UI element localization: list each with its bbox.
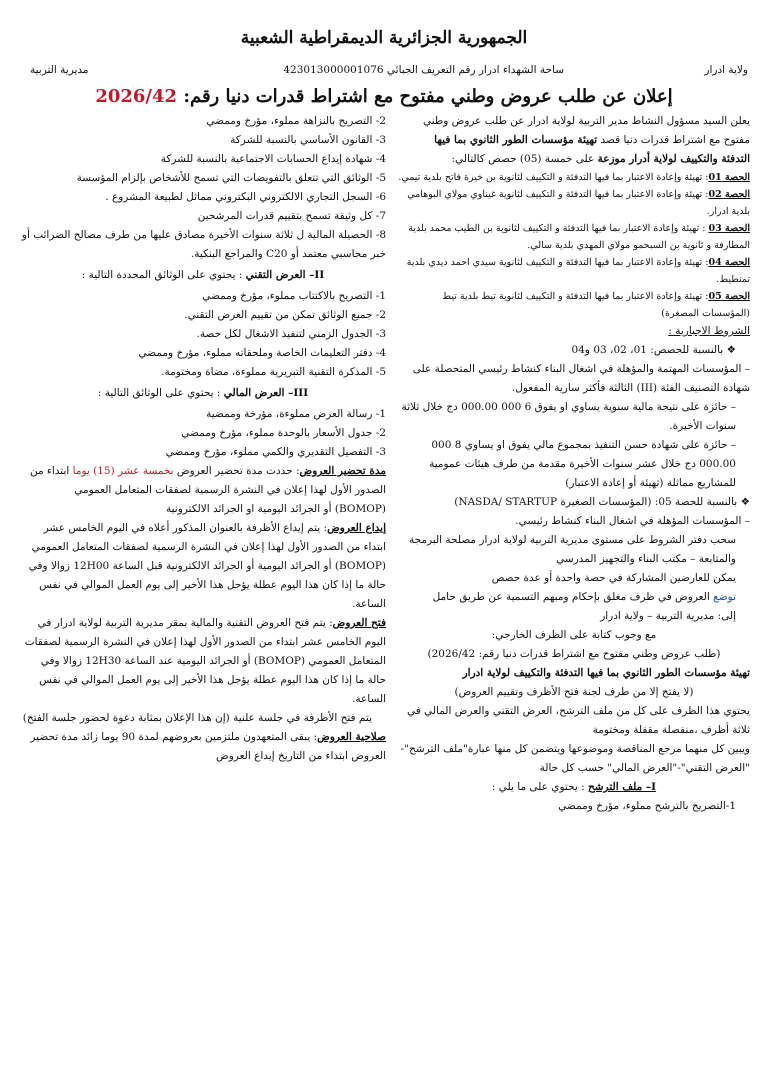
offers-validity: صلاحية العروض: يبقى المتعهدون ملتزمين بعروضهم لمدة 90 يوما زائد مدة تحضير العروض ابتداء من التاريخ إيداع العروض bbox=[30, 731, 386, 762]
financial-item-1: 1- رسالة العرض مملوءة، مؤرخة وممضية bbox=[206, 408, 386, 420]
financial-offer-heading: III– العرض المالي : يحتوي على الوثائق التالية : bbox=[97, 387, 309, 399]
outer-envelope-note: مع وجوب كتابة على الظرف الخارجي: bbox=[491, 629, 657, 641]
delivery-address: إلى: مديرية التربية – ولاية ادرار bbox=[600, 610, 736, 622]
condition-good-execution: – حائزة على شهادة حسن التنفيذ بمجموع مالي يفوق او يساوي 8 000 000.00 دج خلال عشر سنوات الأخيرة مقدمة من طرف هيئات عمومية للمشاريع مماثلة (تهيئة أو إعادة الاعتبار) bbox=[398, 436, 750, 493]
lot-05: الحصة 05: تهيئة وإعادة الاعتبار بما فيها التدفئة و التكييف لثانوية تيط بلدية تيط (المؤسسات المصغرة) bbox=[442, 291, 750, 319]
technical-offer-heading: II– العرض التقني : يحتوي على الوثائق المحددة التالية : bbox=[81, 269, 325, 281]
envelope-contents: يحتوي هذا الظرف على كل من ملف الترشح، العرض التقني والعرض المالي في ثلاثة أظرف ،منفصلة مقفلة ومختومة bbox=[406, 705, 750, 736]
lot-02: الحصة 02: تهيئة وإعادة الاعتبار بما فيها التدفئة و التكييف لثانوية غيناوي مولاي البوهامي بلدية ادرار. bbox=[407, 189, 750, 217]
financial-item-2: 2- جدول الأسعار بالوحدة مملوء، مؤرخ وممضي bbox=[181, 427, 386, 439]
wilaya-label: ولاية ادرار bbox=[704, 64, 748, 76]
candidacy-item-3: 3- القانون الأساسي بالنسبة للشركة bbox=[230, 134, 386, 146]
left-column bbox=[20, 112, 386, 766]
condition-qualified: – المؤسسات المؤهلة في اشغال البناء كنشاط رئيسي. bbox=[398, 512, 750, 531]
candidacy-item-4: 4- شهادة إيداع الحسابات الاجتماعية بالنسبة للشركة bbox=[160, 153, 386, 165]
lot-01: الحصة 01: تهيئة وإعادة الاعتبار بما فيها التدفئة و التكييف لثانوية بن خيرة فاتح بلدية تيمي. bbox=[398, 172, 750, 183]
lot-04: الحصة 04: تهيئة وإعادة الاعتبار بما فيها التدفئة و التكييف لثانوية سيدي احمد ديدي بلدية تمنطيط. bbox=[406, 257, 750, 285]
candidacy-item-1: 1-التصريح بالترشح مملوء، مؤرخ وممضي bbox=[558, 800, 736, 812]
intro-line-2: مفتوح مع اشتراط قدرات دنيا قصد تهيئة مؤسسات الطور الثانوي بما فيها bbox=[434, 134, 750, 146]
title-text: إعلان عن طلب عروض وطني مفتوح مع اشتراط قدرات دنيا رقم: bbox=[177, 86, 673, 107]
technical-item-1: 1- التصريح بالاكتتاب مملوء، مؤرخ وممضي bbox=[202, 290, 386, 302]
financial-item-3: 3- التفصيل التقديري والكمي مملوء، مؤرخ وممضي bbox=[165, 446, 386, 458]
withdraw-specs: سحب دفتر الشروط على مستوى مديرية التربية لولاية ادرار مصلحة البرمجة والمتابعة – مكتب البناء والتجهيز المدرسي bbox=[408, 534, 736, 565]
column-divider bbox=[393, 112, 394, 1062]
lot-03: الحصة 03 : تهيئة وإعادة الاعتبار بما فيها التدفئة و التكييف لثانوية بن الطيب محمد بلدية المطارفة و ثانوية بن السبحمو مولاي المهدي بلدية سالي. bbox=[408, 223, 750, 251]
offers-opening: فتح العروض: يتم فتح العروض التقنية والمالية بمقر مديرية التربية لولاية ادرار في اليوم الخامس عشر ابتداء من الصدور الأول لهذا إعلان في النشرة الرسمية لصفقات المتعامل العمومي (BOMOP) أو الجرائد اليومية عند الساعة 12H30 زوالا وفي حالة ما إذا كان هذا اليوم عطلة يؤجل هذا الأخير إلى يوم العمل الموالي في نفس الساعة. bbox=[24, 617, 386, 705]
candidacy-item-8: 8- الحصيلة المالية ل ثلاثة سنوات الأخيرة مصادق عليها من طرف مصالح الضرائب أو خبر محاسبي معتمد أو C20 والمراجع البنكية. bbox=[21, 229, 386, 260]
envelope-reference: (طلب عروض وطني مفتوح مع اشتراط قدرات دنيا رقم: 2026/42) bbox=[427, 648, 721, 660]
public-session-note: يتم فتح الأظرفة في جلسة علنية (إن هذا الإعلان بمثابة دعوة لحضور جلسة الفتح) bbox=[22, 712, 372, 724]
participation-note: يمكن للعارضين المشاركة في حصة واحدة أو عدة حصص bbox=[491, 572, 736, 584]
condition-financial-result: – حائزة على نتيجة مالية سنوية يساوي او يفوق 6 000 000.00 دج خلال ثلاثة سنوات الأخيرة. bbox=[398, 398, 750, 436]
mandatory-conditions-title: الشروط الاجبارية : bbox=[668, 325, 750, 337]
lots-1-4-heading: ❖ بالنسبة للحصص: 01، 02، 03 و04 bbox=[398, 341, 750, 360]
candidacy-file-heading: I– ملف الترشح : يحتوي على ما يلي : bbox=[491, 781, 657, 793]
offers-deposit: إيداع العروض: يتم إيداع الأظرفة بالعنوان المذكور أعلاه في اليوم الخامس عشر ابتداء من الصدور الأول لهذا إعلان في النشرة الرسمية لصفقات المتعامل العمومي (BOMOP) أو الجرائد اليومية أو الجرائد الالكترونية قبل الساعة 12H00 زوالا وفي حالة ما إذا كان هذا اليوم عطلة يؤجل هذا الأخير إلى يوم العمل الموالي في نفس الساعة. bbox=[28, 522, 386, 610]
candidacy-item-5: 5- الوثائق التي تتعلق بالتفويضات التي تسمح للأشخاص بإلزام المؤسسة bbox=[76, 172, 386, 184]
lot-5-heading: ❖ بالنسبة للحصة 05: (المؤسسات الصغيرة NASDA/ STARTUP) bbox=[398, 493, 750, 512]
candidacy-item-6: 6- السجل التجاري الالكتروني البكتروني مماثل لطبيعة المشروع . bbox=[105, 191, 386, 203]
technical-item-3: 3- الجدول الزمني لتنفيذ الاشغال لكل حصة. bbox=[196, 328, 386, 340]
title-number: 2026/42 bbox=[95, 86, 178, 107]
envelope-subject: تهيئة مؤسسات الطور الثانوي بما فيها التدفئة والتكييف لولاية ادرار bbox=[462, 667, 750, 679]
issuer-line bbox=[20, 64, 748, 80]
intro-line-3: التدفئة والتكييف لولاية أدرار موزعة على خمسة (05) حصص كالتالي: bbox=[451, 153, 750, 165]
technical-item-4: 4- دفتر التعليمات الخاصة وملحقاته مملوء، مؤرخ وممضي bbox=[138, 347, 386, 359]
directorate-label: مديرية التربية bbox=[30, 64, 89, 76]
technical-item-2: 2- جميع الوثائق تمكن من تقييم العرض التقني. bbox=[184, 309, 386, 321]
intro-line-1: يعلن السيد مسؤول النشاط مدير التربية لولاية ادرار عن طلب عروض وطني bbox=[422, 115, 750, 127]
right-column bbox=[398, 112, 750, 816]
condition-classification: – المؤسسات المهتمة والمؤهلة في اشغال البناء كنشاط رئيسي المتحصلة على شهادة التصنيف الفئة (III) الثالثة فأكثر سارية المفعول. bbox=[398, 360, 750, 398]
envelope-do-not-open: (لا يفتح إلا من طرف لجنة فتح الأظرف وتقييم العروض) bbox=[454, 686, 694, 698]
envelope-labels: ويبين كل منهما مرجع المناقصة وموضوعها ويتضمن كل منها عبارة"ملف الترشح"-"العرض التقني"-"العرض المالي" حسب كل حالة bbox=[400, 743, 750, 774]
candidacy-item-2: 2- التصريح بالنزاهة مملوء، مؤرخ وممضي bbox=[206, 115, 386, 127]
delivery-instruction: توضع العروض في ظرف مغلق بإحكام ومبهم التسمية عن طريق حامل bbox=[432, 591, 736, 603]
candidacy-item-7: 7- كل وثيقة تسمح بتقييم قدرات المرشحين bbox=[197, 210, 386, 222]
republic-heading: الجمهورية الجزائرية الديمقراطية الشعبية bbox=[240, 28, 528, 48]
announcement-title bbox=[20, 86, 748, 107]
address-fiscal-id: ساحة الشهداء ادرار رقم التعريف الجبائي 423013000001076 bbox=[283, 64, 564, 76]
technical-item-5: 5- المذكرة التقنية التبريرية مملوءة، مضاة ومختومة. bbox=[161, 366, 386, 378]
preparation-duration: مدة تحضير العروض: حددت مدة تحضير العروض بخمسة عشر (15) يوما ابتداء من الصدور الأول لهذا إعلان في النشرة الرسمية لصفقات المتعامل العمومي (BOMOP) أو الجرائد اليومية او الجرائد الالكترونية bbox=[29, 465, 386, 515]
